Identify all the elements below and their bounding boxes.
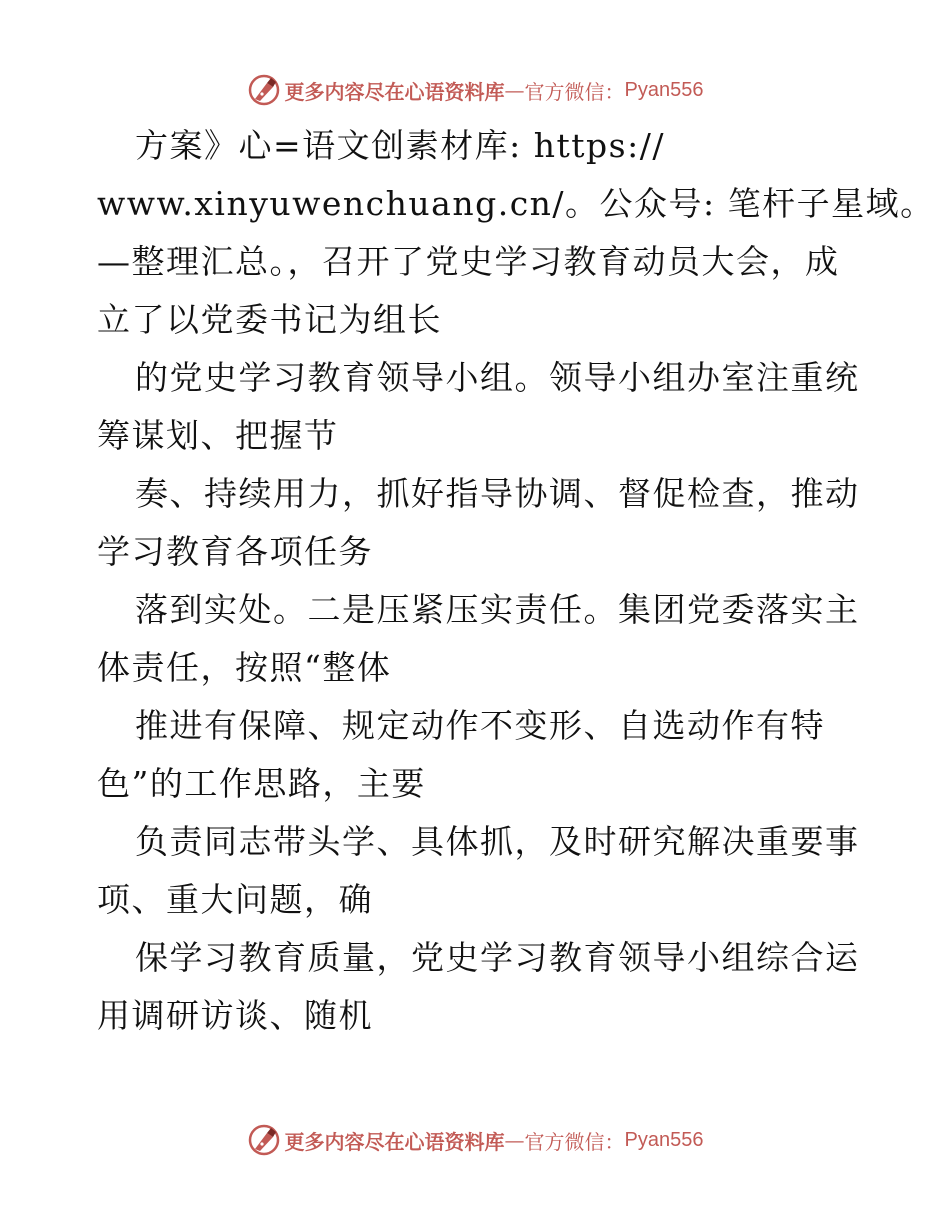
text-line [97,175,935,233]
text-line-content: 色”的工作思路，主要 [97,764,426,803]
text-line [97,929,860,987]
banner-dash: — [504,78,525,102]
header-watermark-banner [0,70,950,110]
text-line [97,813,860,871]
text-line-content: 项、重大问题，确 [97,880,373,919]
text-line-content: 奏、持续用力，抓好指导协调、督促检查，推动 [135,474,860,513]
footer-watermark-banner [0,1120,950,1160]
pen-nib-logo-icon [247,73,281,107]
text-line [97,581,860,639]
text-line-content: 用调研访谈、随机 [97,996,373,1035]
text-line-content: —整理汇总。，召开了党史学习教育动员大会，成 [97,242,840,281]
text-line-content: 方案》心=语文创素材库: https:// [135,126,665,165]
banner-slogan: 更多内容尽在心语资料库 [284,1129,505,1154]
text-line-content: www.xinyuwenchuang.cn/。公众号: 笔杆子星域。 [97,184,935,223]
text-line [97,291,857,349]
text-line-content: 推进有保障、规定动作不变形、自选动作有特 [135,706,825,745]
text-line [97,697,857,755]
banner-wechat-label: 官方微信： [524,1129,625,1154]
banner-wechat-id: Pyan556 [624,1128,704,1151]
text-line [97,755,857,813]
text-line-content: 的党史学习教育领导小组。领导小组办室注重统 [135,358,860,397]
text-line [97,407,857,465]
text-line-content: 落到实处。二是压紧压实责任。集团党委落实主 [135,590,860,629]
text-line-content: 立了以党委书记为组长 [97,300,442,339]
text-line-content: 体责任，按照“整体 [97,648,392,687]
banner-slogan: 更多内容尽在心语资料库 [284,79,505,104]
text-line-content: 保学习教育质量，党史学习教育领导小组综合运 [135,938,860,977]
text-line-content: 筹谋划、把握节 [97,416,339,455]
text-line [97,639,857,697]
text-line [97,987,857,1045]
text-line [97,523,857,581]
text-line [97,233,857,291]
banner-wechat-id: Pyan556 [624,78,704,101]
pen-nib-logo-icon [247,1123,281,1157]
text-line [97,465,860,523]
document-body [97,117,935,1045]
text-line-content: 负责同志带头学、具体抓，及时研究解决重要事 [135,822,860,861]
banner-wechat-label: 官方微信： [524,79,625,104]
banner-dash: — [504,1128,525,1152]
text-line [97,871,857,929]
text-line [97,349,860,407]
text-line [97,117,857,175]
text-line-content: 学习教育各项任务 [97,532,373,571]
